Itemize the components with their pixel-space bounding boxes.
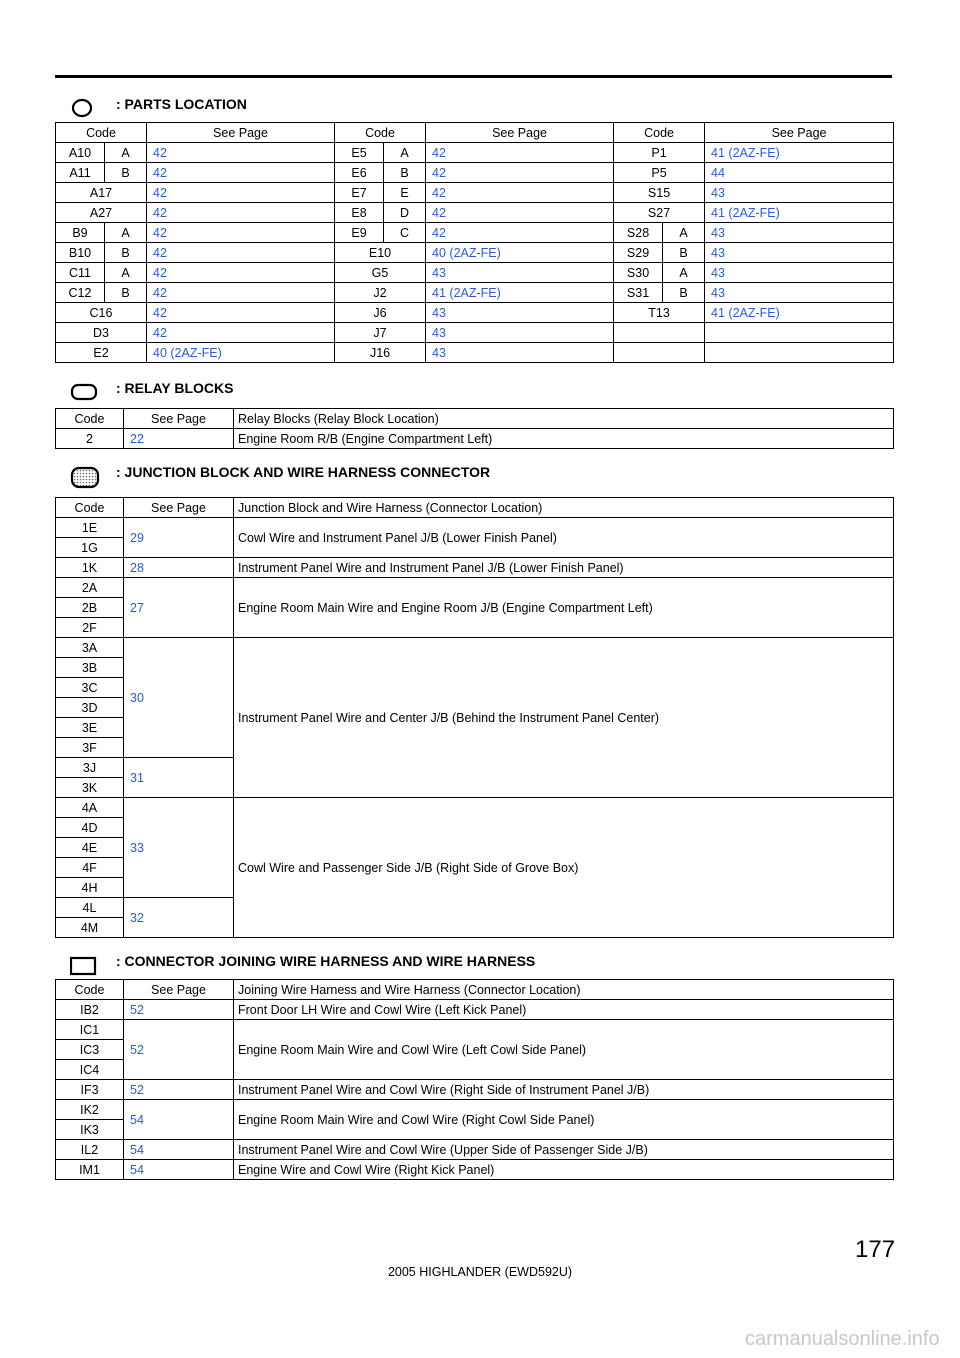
part-code: E2 (56, 343, 147, 363)
part-page-link[interactable]: 41 (2AZ-FE) (705, 303, 894, 323)
part-connector-letter: A (105, 223, 147, 243)
jb-code: 3A (56, 638, 124, 658)
part-page-link[interactable]: 43 (705, 223, 894, 243)
table-row (56, 429, 894, 449)
part-page-link[interactable]: 41 (2AZ-FE) (705, 203, 894, 223)
part-code: J6 (335, 303, 426, 323)
table-row (56, 243, 894, 263)
header-location: Junction Block and Wire Harness (Connector Location) (234, 498, 894, 518)
jb-location: Instrument Panel Wire and Instrument Panel J/B (Lower Finish Panel) (234, 558, 894, 578)
jb-code: 2F (56, 618, 124, 638)
part-connector-letter: B (663, 243, 705, 263)
jb-page-link[interactable]: 31 (124, 758, 234, 798)
part-code: A11 (56, 163, 105, 183)
header-see-page: See Page (147, 123, 335, 143)
jb-location: Cowl Wire and Instrument Panel J/B (Lower Finish Panel) (234, 518, 894, 558)
part-connector-letter: B (663, 283, 705, 303)
jb-code: 4F (56, 858, 124, 878)
parts-location-title: : PARTS LOCATION (116, 96, 247, 112)
header-code: Code (335, 123, 426, 143)
part-code: P1 (614, 143, 705, 163)
part-code: C12 (56, 283, 105, 303)
header-code: Code (56, 498, 124, 518)
part-page-link[interactable]: 42 (147, 283, 335, 303)
part-page-link[interactable]: 43 (705, 183, 894, 203)
relay-code: 2 (56, 429, 124, 449)
part-connector-letter: A (105, 143, 147, 163)
part-code: E5 (335, 143, 384, 163)
table-row (56, 1080, 894, 1100)
jw-page-link[interactable]: 52 (124, 1000, 234, 1020)
part-page-link[interactable]: 41 (2AZ-FE) (705, 143, 894, 163)
part-page-link[interactable]: 42 (147, 243, 335, 263)
header-code: Code (614, 123, 705, 143)
part-code: A10 (56, 143, 105, 163)
table-row (56, 143, 894, 163)
table-row (56, 1000, 894, 1020)
table-header-row (56, 123, 894, 143)
jb-code: 4A (56, 798, 124, 818)
header-location: Joining Wire Harness and Wire Harness (Connector Location) (234, 980, 894, 1000)
jb-code: 4M (56, 918, 124, 938)
parts-location-symbol-icon (70, 98, 96, 118)
part-code: E8 (335, 203, 384, 223)
jb-page-link[interactable]: 33 (124, 798, 234, 898)
header-code: Code (56, 980, 124, 1000)
table-row (56, 183, 894, 203)
junction-block-title: : JUNCTION BLOCK AND WIRE HARNESS CONNECTOR (116, 464, 491, 480)
jb-page-link[interactable]: 28 (124, 558, 234, 578)
jb-code: 3C (56, 678, 124, 698)
part-page-link[interactable]: 42 (147, 163, 335, 183)
part-code: P5 (614, 163, 705, 183)
header-code: Code (56, 123, 147, 143)
part-connector-letter: B (105, 243, 147, 263)
jb-code: 1E (56, 518, 124, 538)
part-connector-letter: B (105, 283, 147, 303)
jb-code: 4E (56, 838, 124, 858)
part-connector-letter: A (663, 223, 705, 243)
part-page-link[interactable]: 44 (705, 163, 894, 183)
part-code: S30 (614, 263, 663, 283)
jb-page-link[interactable]: 27 (124, 578, 234, 638)
part-code: T13 (614, 303, 705, 323)
jb-code: 3E (56, 718, 124, 738)
header-see-page: See Page (124, 409, 234, 429)
relay-location: Engine Room R/B (Engine Compartment Left) (234, 429, 894, 449)
part-code: J2 (335, 283, 426, 303)
part-connector-letter: D (384, 203, 426, 223)
table-row (56, 163, 894, 183)
table-row (56, 578, 894, 598)
part-code: D3 (56, 323, 147, 343)
part-page-link[interactable]: 43 (426, 263, 614, 283)
part-code: B9 (56, 223, 105, 243)
joining-connector-symbol-icon (70, 955, 100, 977)
part-code: E9 (335, 223, 384, 243)
part-code: B10 (56, 243, 105, 263)
part-page-link[interactable]: 43 (705, 263, 894, 283)
part-page-link[interactable]: 43 (705, 283, 894, 303)
part-page-link[interactable]: 42 (426, 223, 614, 243)
part-code (614, 343, 705, 363)
part-connector-letter: A (663, 263, 705, 283)
part-connector-letter: A (384, 143, 426, 163)
part-page-link[interactable]: 42 (426, 163, 614, 183)
part-code: A17 (56, 183, 147, 203)
jw-location: Engine Room Main Wire and Cowl Wire (Left Cowl Side Panel) (234, 1020, 894, 1080)
table-row (56, 1160, 894, 1180)
part-page-link[interactable]: 42 (147, 143, 335, 163)
part-page-link[interactable]: 42 (147, 203, 335, 223)
jw-code: IL2 (56, 1140, 124, 1160)
jw-page-link[interactable]: 54 (124, 1140, 234, 1160)
part-page-link[interactable]: 42 (147, 323, 335, 343)
part-connector-letter: B (384, 163, 426, 183)
junction-block-symbol-icon (70, 466, 102, 490)
table-row (56, 518, 894, 538)
part-page-link[interactable]: 41 (2AZ-FE) (426, 283, 614, 303)
part-code: S29 (614, 243, 663, 263)
jb-code: 4D (56, 818, 124, 838)
part-code (614, 323, 705, 343)
table-header-row (56, 409, 894, 429)
jb-page-link[interactable]: 32 (124, 898, 234, 938)
relay-block-symbol-icon (70, 382, 100, 402)
table-row (56, 558, 894, 578)
jb-code: 3K (56, 778, 124, 798)
jb-code: 2B (56, 598, 124, 618)
header-location: Relay Blocks (Relay Block Location) (234, 409, 894, 429)
table-row (56, 1100, 894, 1120)
part-page-link[interactable]: 42 (147, 303, 335, 323)
jw-code: IC3 (56, 1040, 124, 1060)
joining-connector-table (55, 979, 894, 1180)
part-connector-letter: A (105, 263, 147, 283)
table-row (56, 343, 894, 363)
joining-connector-title: : CONNECTOR JOINING WIRE HARNESS AND WIRE HARNESS (116, 953, 536, 969)
part-code: J7 (335, 323, 426, 343)
jb-code: 1K (56, 558, 124, 578)
header-code: Code (56, 409, 124, 429)
jb-code: 4H (56, 878, 124, 898)
jb-code: 1G (56, 538, 124, 558)
document-footer: 2005 HIGHLANDER (EWD592U) (387, 1265, 573, 1279)
part-code: A27 (56, 203, 147, 223)
junction-block-table (55, 497, 894, 938)
part-connector-letter: C (384, 223, 426, 243)
header-see-page: See Page (124, 498, 234, 518)
jw-code: IK2 (56, 1100, 124, 1120)
table-header-row (56, 498, 894, 518)
parts-location-table (55, 122, 894, 363)
part-page-link (705, 323, 894, 343)
relay-page-link[interactable]: 22 (124, 429, 234, 449)
jb-code: 3D (56, 698, 124, 718)
part-code: S31 (614, 283, 663, 303)
part-code: S27 (614, 203, 705, 223)
header-see-page: See Page (426, 123, 614, 143)
jb-code: 3J (56, 758, 124, 778)
jw-code: IB2 (56, 1000, 124, 1020)
part-code: C11 (56, 263, 105, 283)
jb-code: 3B (56, 658, 124, 678)
part-page-link[interactable]: 43 (426, 323, 614, 343)
table-row (56, 1020, 894, 1040)
jw-location: Front Door LH Wire and Cowl Wire (Left Kick Panel) (234, 1000, 894, 1020)
part-page-link[interactable]: 42 (147, 223, 335, 243)
jb-location: Engine Room Main Wire and Engine Room J/B (Engine Compartment Left) (234, 578, 894, 638)
part-page-link[interactable]: 43 (426, 343, 614, 363)
table-row (56, 283, 894, 303)
jw-code: IF3 (56, 1080, 124, 1100)
part-page-link[interactable]: 42 (426, 143, 614, 163)
header-see-page: See Page (124, 980, 234, 1000)
part-code: C16 (56, 303, 147, 323)
jb-location: Instrument Panel Wire and Center J/B (Behind the Instrument Panel Center) (234, 638, 894, 798)
part-page-link[interactable]: 42 (147, 263, 335, 283)
table-row (56, 798, 894, 818)
jw-code: IM1 (56, 1160, 124, 1180)
part-connector-letter: E (384, 183, 426, 203)
jw-location: Engine Room Main Wire and Cowl Wire (Right Cowl Side Panel) (234, 1100, 894, 1140)
part-code: G5 (335, 263, 426, 283)
jw-page-link[interactable]: 52 (124, 1020, 234, 1080)
watermark: carmanualsonline.info (745, 1328, 940, 1350)
table-row (56, 263, 894, 283)
jw-code: IC1 (56, 1020, 124, 1040)
jw-page-link[interactable]: 52 (124, 1080, 234, 1100)
jb-code: 2A (56, 578, 124, 598)
jw-location: Engine Wire and Cowl Wire (Right Kick Panel) (234, 1160, 894, 1180)
relay-blocks-title: : RELAY BLOCKS (116, 380, 234, 396)
jw-code: IC4 (56, 1060, 124, 1080)
part-page-link[interactable]: 40 (2AZ-FE) (426, 243, 614, 263)
jw-page-link[interactable]: 54 (124, 1100, 234, 1140)
part-page-link[interactable]: 40 (2AZ-FE) (147, 343, 335, 363)
part-page-link[interactable]: 42 (426, 203, 614, 223)
part-code: E6 (335, 163, 384, 183)
header-see-page: See Page (705, 123, 894, 143)
jw-page-link[interactable]: 54 (124, 1160, 234, 1180)
part-code: S15 (614, 183, 705, 203)
part-page-link[interactable]: 43 (705, 243, 894, 263)
table-header-row (56, 980, 894, 1000)
jw-code: IK3 (56, 1120, 124, 1140)
top-rule (55, 75, 892, 78)
part-code: J16 (335, 343, 426, 363)
part-page-link[interactable]: 42 (426, 183, 614, 203)
part-code: E7 (335, 183, 384, 203)
jb-location: Cowl Wire and Passenger Side J/B (Right Side of Grove Box) (234, 798, 894, 938)
jb-page-link[interactable]: 30 (124, 638, 234, 758)
part-code: S28 (614, 223, 663, 243)
part-page-link[interactable]: 43 (426, 303, 614, 323)
table-row (56, 638, 894, 658)
relay-blocks-table (55, 408, 894, 449)
page-number: 177 (855, 1236, 896, 1263)
jw-location: Instrument Panel Wire and Cowl Wire (Right Side of Instrument Panel J/B) (234, 1080, 894, 1100)
table-row (56, 303, 894, 323)
jb-code: 4L (56, 898, 124, 918)
jb-page-link[interactable]: 29 (124, 518, 234, 558)
table-row (56, 223, 894, 243)
part-connector-letter: B (105, 163, 147, 183)
part-page-link[interactable]: 42 (147, 183, 335, 203)
table-row (56, 203, 894, 223)
part-code: E10 (335, 243, 426, 263)
part-page-link (705, 343, 894, 363)
jw-location: Instrument Panel Wire and Cowl Wire (Upper Side of Passenger Side J/B) (234, 1140, 894, 1160)
jb-code: 3F (56, 738, 124, 758)
table-row (56, 323, 894, 343)
table-row (56, 1140, 894, 1160)
